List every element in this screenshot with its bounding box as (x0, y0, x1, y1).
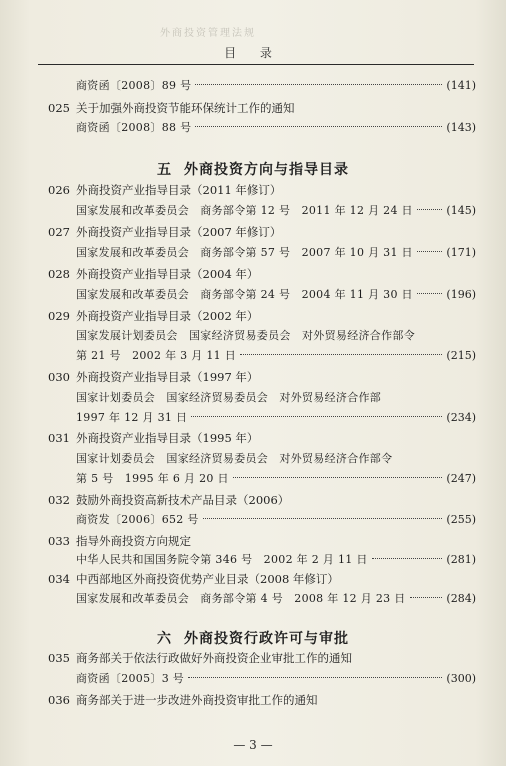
entry-number: 028 (48, 267, 70, 281)
page-reference[interactable]: (215) (446, 349, 476, 362)
page-reference[interactable]: (171) (446, 246, 476, 259)
page-reference[interactable]: (300) (446, 672, 476, 685)
entry-title: 外商投资产业指导目录（1995 年） (76, 431, 259, 445)
detail-with-leader (76, 669, 476, 689)
entry-number: 035 (48, 651, 70, 665)
toc-entry[interactable] (0, 569, 506, 589)
entry-number: 032 (48, 493, 70, 507)
detail-with-leader (76, 469, 476, 489)
dot-leader (203, 518, 443, 519)
bleed-through-text: 外商投资管理法规 (160, 28, 256, 39)
section-heading (0, 159, 506, 181)
detail-with-leader (76, 589, 476, 609)
entry-number: 025 (48, 101, 70, 115)
toc-entry[interactable] (0, 648, 506, 668)
entry-title: 外商投资产业指导目录（2002 年） (76, 309, 259, 323)
entry-detail-line (0, 510, 506, 530)
entry-title: 外商投资产业指导目录（2007 年修订） (76, 225, 282, 239)
issuer-text: 国家计划委员会 国家经济贸易委员会 对外贸易经济合作部令 (76, 452, 393, 465)
entry-detail-line (0, 669, 506, 689)
entry-title: 指导外商投资方向规定 (76, 534, 191, 548)
document-reference: 商资发〔2006〕652 号 (76, 513, 199, 526)
page-reference[interactable]: (284) (446, 592, 476, 605)
document-reference: 国家发展和改革委员会 商务部令第 12 号 2011 年 12 月 24 日 (76, 204, 413, 217)
entry-detail-line (0, 285, 506, 305)
document-reference: 1997 年 12 月 31 日 (76, 411, 188, 424)
page-reference[interactable]: (281) (446, 553, 476, 566)
entry-issuer-line (0, 388, 506, 408)
entry-issuer-line (0, 449, 506, 469)
document-reference: 中华人民共和国国务院令第 346 号 2002 年 2 月 11 日 (76, 553, 368, 566)
entry-detail-line (0, 243, 506, 263)
detail-with-leader (76, 550, 476, 570)
page-reference[interactable]: (255) (446, 513, 476, 526)
dot-leader (417, 209, 443, 210)
dot-leader (417, 251, 443, 252)
toc-entry[interactable] (0, 690, 506, 710)
section-number: 六 (157, 631, 172, 647)
entry-issuer-line (0, 326, 506, 346)
section-title: 外商投资行政许可与审批 (184, 631, 349, 647)
detail-with-leader (76, 408, 476, 428)
document-reference: 国家发展和改革委员会 商务部令第 57 号 2007 年 10 月 31 日 (76, 246, 413, 259)
document-reference: 商资函〔2005〕3 号 (76, 672, 185, 685)
detail-with-leader (76, 243, 476, 263)
entry-number: 029 (48, 309, 70, 323)
entry-number: 034 (48, 572, 70, 586)
page-reference[interactable]: (145) (446, 204, 476, 217)
dot-leader (191, 416, 442, 417)
document-reference: 国家发展和改革委员会 商务部令第 4 号 2008 年 12 月 23 日 (76, 592, 406, 605)
entry-number: 033 (48, 534, 70, 548)
page-header: 目 录 (224, 46, 282, 60)
entry-detail-line (0, 346, 506, 366)
detail-with-leader (76, 118, 476, 138)
entry-title: 商务部关于依法行政做好外商投资企业审批工作的通知 (76, 651, 352, 665)
dot-leader (195, 126, 442, 127)
document-reference: 商资函〔2008〕89 号 (76, 79, 192, 92)
entry-title: 中西部地区外商投资优势产业目录（2008 年修订） (76, 572, 339, 586)
issuer-text: 国家发展计划委员会 国家经济贸易委员会 对外贸易经济合作部令 (76, 329, 415, 342)
entry-number: 030 (48, 370, 70, 384)
dot-leader (240, 354, 442, 355)
toc-entry[interactable] (0, 531, 506, 551)
entry-number: 036 (48, 693, 70, 707)
entry-detail-line (0, 76, 506, 96)
detail-with-leader (76, 285, 476, 305)
detail-with-leader (76, 510, 476, 530)
entry-number: 026 (48, 183, 70, 197)
document-reference: 第 5 号 1995 年 6 月 20 日 (76, 472, 229, 485)
toc-entry[interactable] (0, 306, 506, 326)
page-number: — 3 — (233, 738, 273, 752)
page-reference[interactable]: (196) (446, 288, 476, 301)
entry-number: 027 (48, 225, 70, 239)
entry-detail-line (0, 550, 506, 570)
entry-title: 外商投资产业指导目录（2011 年修订） (76, 183, 282, 197)
entry-detail-line (0, 589, 506, 609)
dot-leader (195, 84, 442, 85)
entry-detail-line (0, 201, 506, 221)
dot-leader (233, 477, 443, 478)
section-title: 外商投资方向与指导目录 (184, 162, 349, 178)
toc-entry[interactable] (0, 180, 506, 200)
header-rule (38, 64, 474, 65)
toc-entry[interactable] (0, 367, 506, 387)
document-reference: 国家发展和改革委员会 商务部令第 24 号 2004 年 11 月 30 日 (76, 288, 413, 301)
page-reference[interactable]: (234) (446, 411, 476, 424)
document-reference: 商资函〔2008〕88 号 (76, 121, 192, 134)
entry-title: 外商投资产业指导目录（2004 年） (76, 267, 259, 281)
dot-leader (410, 597, 443, 598)
page-reference[interactable]: (143) (446, 121, 476, 134)
entry-title: 关于加强外商投资节能环保统计工作的通知 (76, 101, 295, 115)
toc-entry[interactable] (0, 222, 506, 242)
detail-with-leader (76, 76, 476, 96)
toc-entry[interactable] (0, 428, 506, 448)
toc-entry[interactable] (0, 490, 506, 510)
entry-title: 外商投资产业指导目录（1997 年） (76, 370, 259, 384)
entry-detail-line (0, 469, 506, 489)
toc-entry[interactable] (0, 98, 506, 118)
entry-title: 商务部关于进一步改进外商投资审批工作的通知 (76, 693, 318, 707)
dot-leader (372, 558, 443, 559)
entry-detail-line (0, 118, 506, 138)
page-reference[interactable]: (141) (446, 79, 476, 92)
document-reference: 第 21 号 2002 年 3 月 11 日 (76, 349, 237, 362)
dot-leader (188, 677, 442, 678)
entry-number: 031 (48, 431, 70, 445)
page-reference[interactable]: (247) (446, 472, 476, 485)
dot-leader (417, 293, 443, 294)
section-heading (0, 628, 506, 650)
toc-entry[interactable] (0, 264, 506, 284)
detail-with-leader (76, 201, 476, 221)
section-number: 五 (157, 162, 172, 178)
issuer-text: 国家计划委员会 国家经济贸易委员会 对外贸易经济合作部 (76, 391, 382, 404)
entry-detail-line (0, 408, 506, 428)
entry-title: 鼓励外商投资高新技术产品目录（2006） (76, 493, 290, 507)
detail-with-leader (76, 346, 476, 366)
